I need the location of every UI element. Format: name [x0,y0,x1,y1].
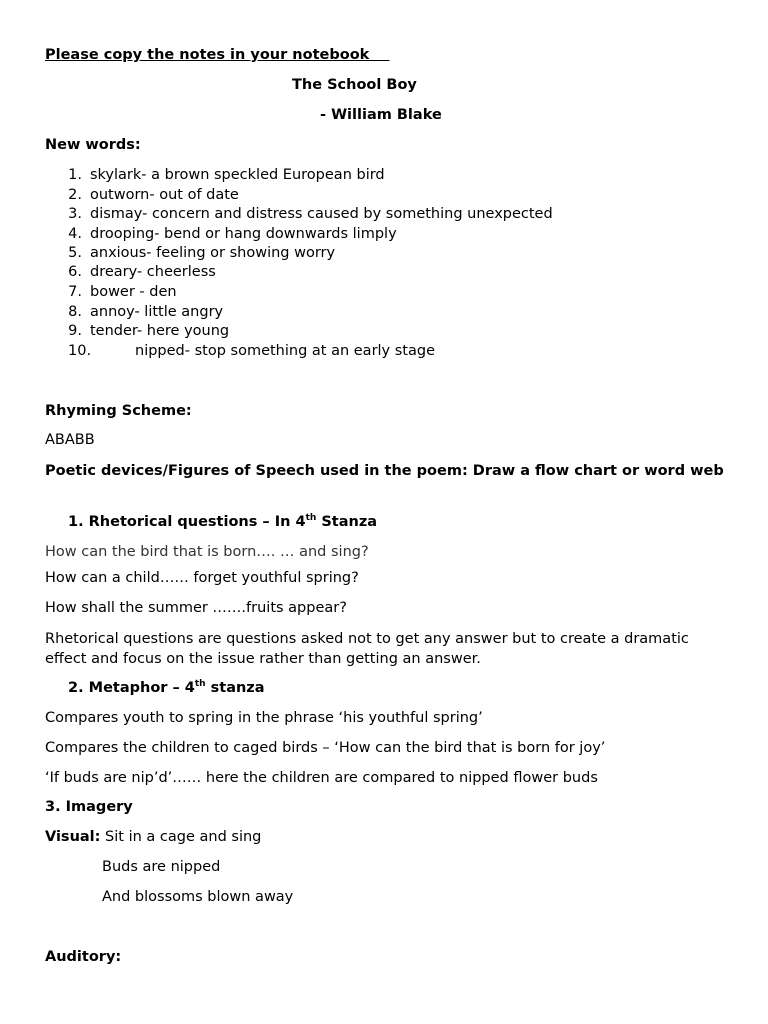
poem-title: The School Boy [292,77,417,93]
metaphor-line: Compares the children to caged birds – ‘How can the bird that is born for joy’ [45,740,606,756]
rhyming-heading: Rhyming Scheme: [45,403,192,419]
list-text: outworn- out of date [90,187,239,203]
instruction-line: Please copy the notes in your notebook [45,47,370,63]
metaphor-heading: 2. Metaphor – 4th stanza [68,679,265,696]
list-text: anxious- feeling or showing worry [90,245,336,261]
visual-imagery-line: Buds are nipped [102,859,221,875]
list-text: bower - den [90,284,177,300]
list-text: tender- here young [90,323,230,339]
visual-text: Sit in a cage and sing [100,829,262,845]
imagery-heading: 3. Imagery [45,799,133,815]
list-text: drooping- bend or hang downwards limply [90,226,397,242]
poem-author: - William Blake [320,107,442,123]
visual-imagery-line [45,828,261,848]
list-text: nipped- stop something at an early stage [135,343,435,359]
list-number: 4. [68,226,82,242]
list-number: 5. [68,245,82,261]
visual-imagery-line: And blossoms blown away [102,889,294,905]
list-number: 3. [68,206,82,222]
rhetorical-explanation: Rhetorical questions are questions asked not to get any answer but to create a dramatic effect and focus on the issue rather than getting an answer. [45,631,689,667]
list-text: annoy- little angry [90,304,224,320]
list-number: 8. [68,304,82,320]
list-text: dreary- cheerless [90,264,216,280]
list-number: 10. [68,343,92,359]
list-number: 7. [68,284,82,300]
list-number: 1. [68,167,82,183]
rhyming-value: ABABB [45,432,95,448]
rhetorical-line: How can a child…… forget youthful spring? [45,570,359,586]
visual-label: Visual: [45,829,101,845]
devices-heading: Poetic devices/Figures of Speech used in the poem: Draw a flow chart or word web [45,463,724,479]
list-number: 6. [68,264,82,280]
list-text: dismay- concern and distress caused by something unexpected [90,206,553,222]
auditory-label: Auditory: [45,949,122,965]
list-text: skylark- a brown speckled European bird [90,167,385,183]
metaphor-line: ‘If buds are nip’d’…… here the children are compared to nipped flower buds [45,770,598,786]
list-number: 2. [68,187,82,203]
rhetorical-line: How can the bird that is born…. … and sing? [45,544,369,560]
metaphor-line: Compares youth to spring in the phrase ‘his youthful spring’ [45,710,483,726]
rhetorical-heading: 1. Rhetorical questions – In 4th Stanza [68,513,378,530]
list-number: 9. [68,323,82,339]
rhetorical-line: How shall the summer …….fruits appear? [45,600,347,616]
new-words-heading: New words: [45,137,141,153]
